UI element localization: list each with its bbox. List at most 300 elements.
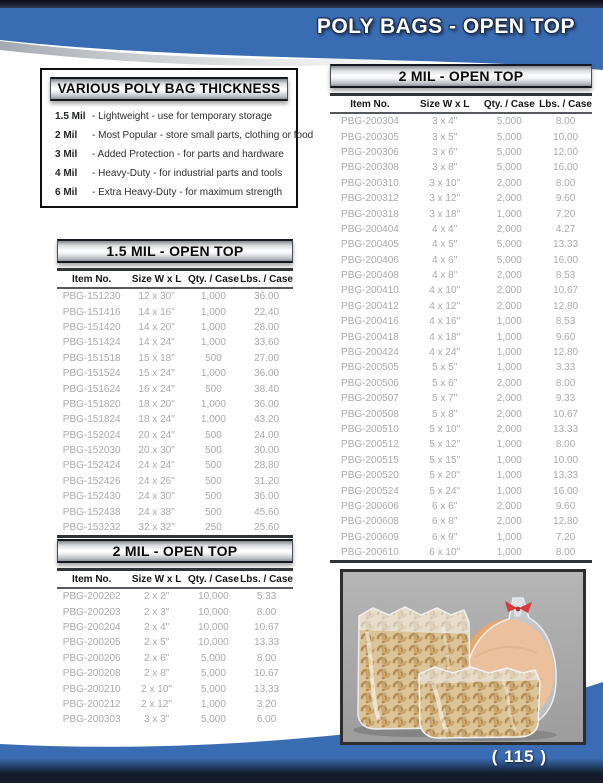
table-cell: 2,000 [496,516,522,528]
column-header: Size W x L [126,570,186,589]
table-cell: 36.00 [254,398,280,410]
table-cell: 10,000 [198,606,229,618]
table-cell: 10.67 [254,621,280,633]
table-cell: 6.00 [256,714,277,726]
table-cell: 500 [205,491,222,503]
table-cell: 1,000 [496,362,522,374]
table-cell: 2 x 2" [143,591,170,603]
table-cell: 24 x 38" [138,506,175,518]
table-row [330,314,592,329]
table-cell: PBG-200210 [62,683,121,695]
table-cell: 38.40 [254,383,280,395]
table-cell: 2,000 [496,377,522,389]
table-cell: 3 x 12" [429,193,461,205]
table-cell: PBG-200303 [62,714,121,726]
table-cell: 1,000 [496,470,522,482]
column-header: Item No. [57,570,126,589]
table-cell: 1,000 [496,531,522,543]
thickness-item [42,145,296,164]
table-cell: 5,000 [496,239,522,251]
thickness-description: - Added Protection - for parts and hardware [92,149,284,160]
table-cell: PBG-200312 [341,193,399,205]
table-cell: 1,000 [200,368,226,380]
table-cell: PBG-152430 [62,491,121,503]
table-cell: PBG-151230 [62,291,121,303]
thickness-item [42,164,296,183]
table-body [57,588,293,728]
table-cell: 24.00 [254,429,280,441]
table-row [330,160,592,175]
table-cell: 5,000 [496,162,522,174]
table-cell: 250 [205,522,222,534]
table-cell: 1,000 [496,547,522,559]
table-row [330,237,592,252]
table-body [330,113,592,562]
table-row [330,191,592,206]
table-cell: 1,000 [496,454,522,466]
table-cell: 43.20 [254,414,280,426]
table-cell: 4 x 10" [429,285,461,297]
table-cell: 3 x 6" [432,146,458,158]
section-title-2-mil-left: 2 MIL - OPEN TOP [57,539,293,563]
table-cell: 45.60 [254,506,280,518]
table-cell: 14 x 24" [138,337,175,349]
column-header: Lbs. / Case [240,570,293,589]
table-row [330,422,592,437]
table-cell: 6 x 6" [432,500,458,512]
table-cell: 8.00 [256,652,277,664]
table-cell: 4 x 6" [432,254,458,266]
column-header: Qty. / Case [187,270,240,289]
top-navy-strip [0,0,603,9]
table-cell: 2 x 5" [143,637,170,649]
table-cell: 28.80 [254,460,280,472]
table-cell: 18 x 24" [138,414,175,426]
table-cell: 10.00 [553,454,579,466]
table-cell: 12 x 30" [138,291,175,303]
table-cell: 8.00 [555,547,576,559]
table-cell: 1,000 [200,398,226,410]
table-row [57,304,293,319]
table-cell: 1,000 [200,291,226,303]
table-cell: 24 x 24" [138,460,175,472]
table-cell: PBG-200505 [341,362,399,374]
table-cell: 8.00 [555,439,576,451]
thickness-box-title: VARIOUS POLY BAG THICKNESS [50,77,288,101]
table-cell: 2,000 [496,300,522,312]
table-cell: 8.53 [555,270,576,282]
section-2-mil-open-top-left [57,539,293,728]
table-cell: 8.00 [555,177,576,189]
table-cell: 18 x 20" [138,398,175,410]
table-cell: 10,000 [198,621,229,633]
table-cell: PBG-200405 [341,239,399,251]
column-header: Item No. [57,270,126,289]
table-cell: 12.00 [553,146,579,158]
table-cell: 8.53 [555,316,576,328]
table-cell: 12.80 [553,516,579,528]
table-cell: 5 x 6" [432,377,458,389]
table-cell: PBG-200520 [341,470,399,482]
table-cell: 25.60 [254,522,280,534]
table-cell: 13.33 [254,683,280,695]
table-cell: 5,000 [496,254,522,266]
table-row [57,443,293,458]
table-row [330,345,592,360]
table-cell: 1,000 [496,485,522,497]
table-row [57,381,293,396]
table-cell: 16 x 24" [138,383,175,395]
table-row [330,268,592,283]
table-cell: PBG-151524 [62,368,121,380]
table-cell: 8.00 [555,116,576,128]
table-cell: PBG-200308 [341,162,399,174]
table-cell: 500 [205,475,222,487]
table-cell: 6 x 8" [432,516,458,528]
page-title: POLY BAGS - OPEN TOP [316,15,575,38]
table-cell: 5,000 [200,652,226,664]
table-cell: 16.00 [553,254,579,266]
table-cell: PBG-200305 [341,131,399,143]
table-head [330,95,592,114]
table-cell: PBG-200418 [341,331,399,343]
table-cell: 6 x 9" [432,531,458,543]
table-cell: 4 x 5" [432,239,458,251]
thickness-description: - Most Popular - store small parts, clothing or food [92,130,314,141]
table-cell: 2,000 [496,424,522,435]
table-row [330,453,592,468]
table-cell: 12.80 [553,300,579,312]
table-2-mil-open-top-right [330,93,592,563]
table-cell: 20 x 24" [138,429,175,441]
table-cell: 2,000 [496,500,522,512]
table-cell: PBG-151424 [62,337,121,349]
table-cell: PBG-200606 [341,500,399,512]
table-row [57,651,293,666]
table-cell: 14 x 16" [138,306,175,318]
table-body [57,288,293,537]
table-cell: 10.00 [553,131,579,143]
column-header: Lbs. / Case [539,95,592,114]
table-cell: PBG-200507 [341,393,399,405]
table-cell: 13.33 [553,424,579,435]
table-row [57,397,293,412]
table-cell: PBG-200404 [341,223,399,235]
table-row [57,520,293,537]
table-row [330,129,592,144]
table-cell: 16.00 [553,162,579,174]
table-cell: 1,000 [496,439,522,451]
table-cell: 5,000 [200,683,226,695]
table-cell: PBG-151518 [62,352,121,364]
table-1-5-mil-open-top [57,268,293,538]
table-cell: 8.00 [256,606,277,618]
section-title-2-mil-right: 2 MIL - OPEN TOP [330,64,592,88]
table-cell: 1,000 [496,316,522,328]
table-cell: PBG-152426 [62,475,121,487]
table-cell: 500 [205,429,222,441]
thickness-label: 1.5 Mil [55,111,86,122]
table-cell: PBG-200416 [341,316,399,328]
table-cell: PBG-152438 [62,506,121,518]
section-2-mil-open-top-right [330,64,592,563]
table-cell: 9.33 [555,393,576,405]
table-cell: 3 x 8" [432,162,458,174]
table-cell: PBG-200508 [341,408,399,420]
thickness-description: - Extra Heavy-Duty - for maximum strength [92,187,283,198]
thickness-item [42,126,314,145]
table-cell: 13.33 [254,637,280,649]
table-cell: 5 x 5" [432,362,458,374]
table-cell: PBG-200512 [341,439,399,451]
table-cell: 2 x 4" [143,621,170,633]
table-cell: 15 x 18" [138,352,175,364]
table-row [57,620,293,635]
table-cell: PBG-152024 [62,429,121,441]
table-cell: 15 x 24" [138,368,175,380]
product-photo-illustration [343,572,583,742]
table-cell: PBG-200202 [62,591,121,603]
table-head [57,570,293,589]
table-cell: 5 x 7" [432,393,458,405]
table-row [57,288,293,304]
table-cell: 22.40 [254,306,280,318]
table-cell: PBG-200510 [341,424,399,435]
table-cell: 2,000 [496,393,522,405]
table-cell: 3 x 5" [432,131,458,143]
table-cell: 5,000 [200,714,226,726]
table-cell: 14 x 20" [138,321,175,333]
table-cell: 5 x 12" [429,439,461,451]
thickness-item [42,183,296,202]
table-cell: PBG-200408 [341,270,399,282]
table-row [330,113,592,129]
table-cell: PBG-152424 [62,460,121,472]
table-cell: 10.67 [553,285,579,297]
table-row [57,320,293,335]
table-cell: 1,000 [200,414,226,426]
table-cell: 13.33 [553,470,579,482]
section-1-5-mil-open-top [57,239,293,538]
table-cell: 32 x 32" [138,522,175,534]
table-cell: 10,000 [198,591,229,603]
table-row [57,604,293,619]
thickness-label: 6 Mil [55,187,78,198]
table-row [330,514,592,529]
table-cell: 3 x 4" [432,116,458,128]
table-row [330,483,592,498]
table-cell: 3 x 10" [429,177,461,189]
table-cell: 5 x 8" [432,408,458,420]
header-row [330,95,592,114]
table-row [330,376,592,391]
table-cell: PBG-200304 [341,116,399,128]
table-row [57,588,293,604]
table-cell: PBG-200208 [62,668,121,680]
table-cell: PBG-200205 [62,637,121,649]
table-cell: 2 x 3" [143,606,170,618]
table-cell: PBG-200204 [62,621,121,633]
table-cell: 2 x 10" [141,683,172,695]
table-row [57,635,293,650]
table-row [330,329,592,344]
table-cell: PBG-200515 [341,454,399,466]
table-cell: PBG-200206 [62,652,121,664]
table-cell: 500 [205,352,222,364]
table-cell: 2,000 [496,270,522,282]
table-cell: 5,000 [496,146,522,158]
table-row [330,437,592,452]
table-cell: PBG-151824 [62,414,121,426]
table-cell: 1,000 [200,321,226,333]
table-row [330,283,592,298]
table-row [330,360,592,375]
table-cell: 10.67 [553,408,579,420]
thickness-label: 2 Mil [55,130,78,141]
table-cell: PBG-151420 [62,321,121,333]
table-row [330,145,592,160]
column-header: Item No. [330,95,410,114]
table-cell: 28.00 [254,321,280,333]
table-cell: 36.00 [254,368,280,380]
table-cell: PBG-200412 [341,300,399,312]
table-row [330,206,592,221]
product-photo [340,569,586,745]
table-row [330,545,592,562]
table-row [57,335,293,350]
table-cell: PBG-151624 [62,383,121,395]
thickness-item [42,107,296,126]
table-cell: 2,000 [496,408,522,420]
thickness-info-box [40,68,314,208]
red-twist-tie-knot [516,607,521,612]
table-row [57,681,293,696]
table-cell: 31.20 [254,475,280,487]
table-cell: 1,000 [496,208,522,220]
table-cell: 2,000 [496,193,522,205]
table-cell: 6 x 10" [429,547,461,559]
table-cell: PBG-151416 [62,306,121,318]
table-row [57,712,293,727]
table-row [330,499,592,514]
table-cell: 9.60 [555,193,576,205]
header-row [57,570,293,589]
table-cell: PBG-151820 [62,398,121,410]
table-cell: 4 x 8" [432,270,458,282]
table-cell: PBG-200212 [62,698,121,710]
table-cell: 3 x 3" [143,714,170,726]
table-cell: PBG-200203 [62,606,121,618]
table-cell: PBG-200318 [341,208,399,220]
table-row [330,530,592,545]
table-cell: 5,000 [496,116,522,128]
table-head [57,270,293,289]
column-header: Size W x L [126,270,186,289]
table-cell: PBG-200608 [341,516,399,528]
table-cell: 3.20 [256,698,277,710]
table-cell: 3 x 18" [429,208,461,220]
table-cell: PBG-200306 [341,146,399,158]
table-row [57,458,293,473]
column-header: Qty. / Case [187,570,240,589]
table-cell: 30.00 [254,445,280,457]
page-number: ( 115 ) [491,747,547,766]
table-cell: 7.20 [555,208,576,220]
table-cell: PBG-153232 [62,522,121,534]
table-row [330,253,592,268]
table-cell: PBG-200406 [341,254,399,266]
table-row [57,697,293,712]
table-cell: PBG-152030 [62,445,121,457]
table-cell: 1,000 [200,337,226,349]
table-cell: 500 [205,460,222,472]
table-cell: 4 x 24" [429,347,461,359]
table-cell: 36.00 [254,491,280,503]
table-row [57,474,293,489]
table-cell: 12.80 [553,347,579,359]
table-cell: 5 x 24" [429,485,461,497]
table-cell: 500 [205,383,222,395]
table-cell: 9.60 [555,500,576,512]
table-cell: PBG-200410 [341,285,399,297]
table-cell: 4 x 4" [432,223,458,235]
table-cell: 24 x 26" [138,475,175,487]
table-cell: 4 x 18" [429,331,461,343]
table-cell: PBG-200506 [341,377,399,389]
table-cell: 3.33 [555,362,576,374]
table-cell: 500 [205,506,222,518]
table-cell: 1,000 [496,331,522,343]
table-row [57,504,293,519]
table-row [330,299,592,314]
table-cell: 4.27 [555,223,576,235]
table-row [57,666,293,681]
table-2-mil-open-top-left [57,568,293,728]
table-cell: 27.00 [254,352,280,364]
table-cell: 4 x 16" [429,316,461,328]
table-row [57,489,293,504]
table-cell: PBG-200610 [341,547,399,559]
table-row [57,366,293,381]
table-cell: PBG-200310 [341,177,399,189]
table-row [330,406,592,421]
thickness-label: 3 Mil [55,149,78,160]
table-row [57,412,293,427]
table-cell: PBG-200524 [341,485,399,497]
table-cell: 4 x 12" [429,300,461,312]
table-cell: 2,000 [496,223,522,235]
table-cell: PBG-200609 [341,531,399,543]
table-cell: 9.60 [555,331,576,343]
thickness-description: - Heavy-Duty - for industrial parts and tools [92,168,283,179]
table-row [57,428,293,443]
table-cell: 13.33 [553,239,579,251]
column-header: Qty. / Case [479,95,539,114]
table-cell: 8.00 [555,377,576,389]
table-cell: 10.67 [254,668,280,680]
table-cell: 5 x 20" [429,470,461,482]
table-row [330,222,592,237]
thickness-list [42,107,314,202]
table-cell: 33.60 [254,337,280,349]
table-cell: 2,000 [496,285,522,297]
table-cell: 7.20 [555,531,576,543]
section-title-1-5-mil: 1.5 MIL - OPEN TOP [57,239,293,263]
table-cell: 20 x 30" [138,445,175,457]
table-cell: 1,000 [496,347,522,359]
table-cell: 500 [205,445,222,457]
table-cell: 1,000 [200,698,226,710]
